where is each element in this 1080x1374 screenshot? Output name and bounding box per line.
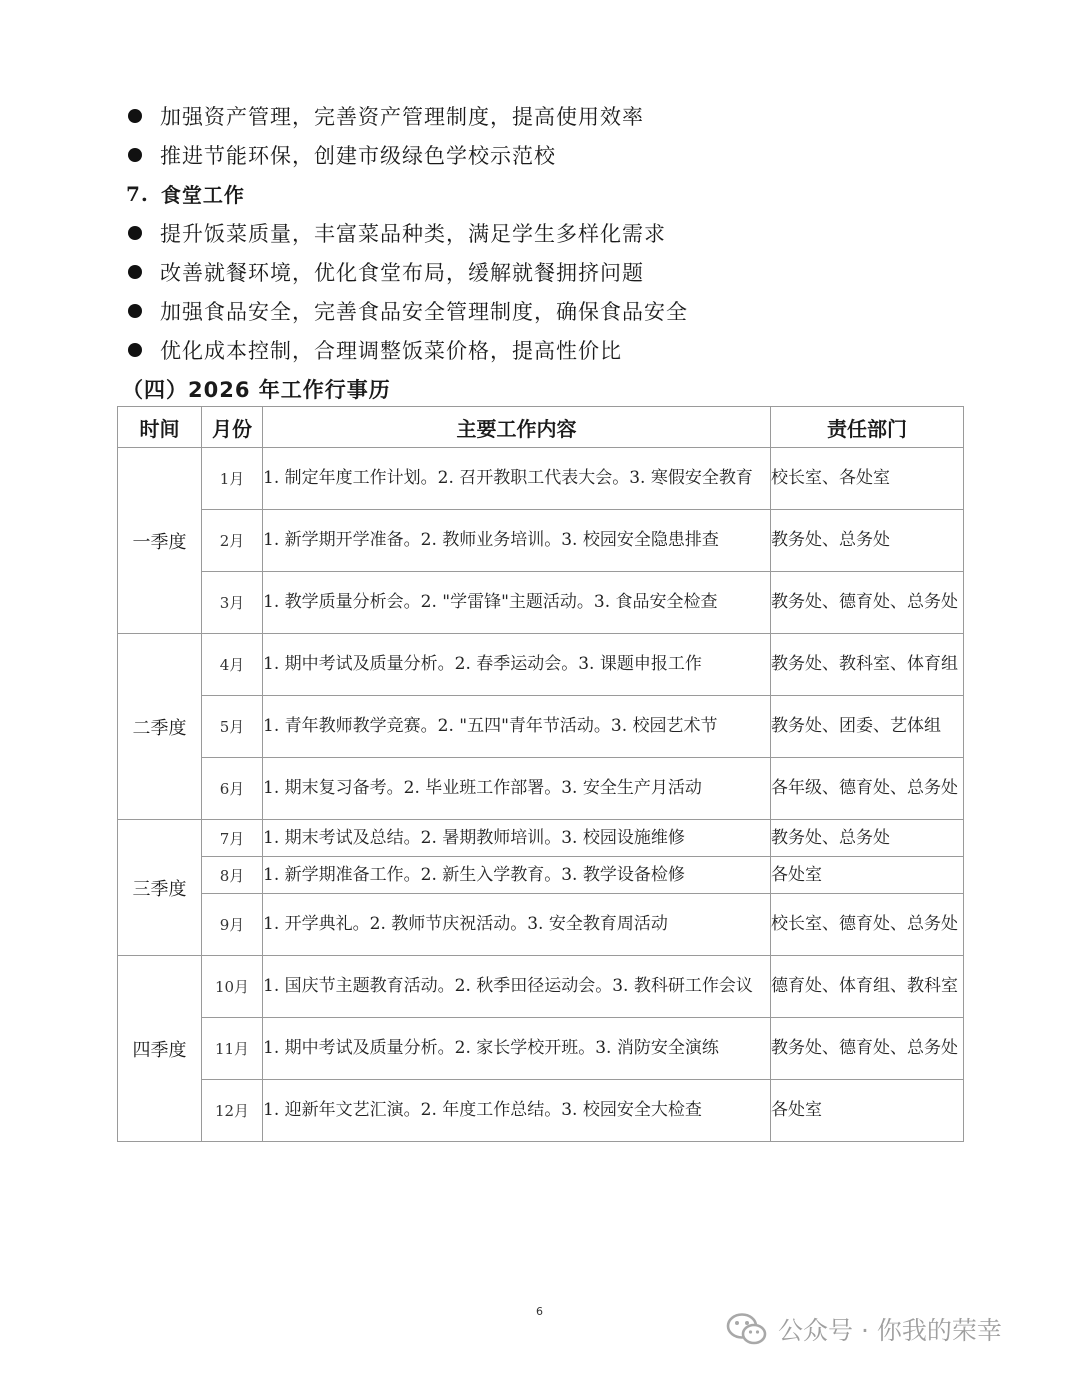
month-cell: 2月 — [202, 510, 263, 572]
quarter-cell: 四季度 — [118, 956, 202, 1142]
bullet-item — [124, 252, 984, 291]
bullet-dot-icon — [128, 265, 142, 279]
table-row — [118, 634, 964, 696]
bullet-item — [124, 330, 984, 369]
bullet-section — [124, 96, 984, 369]
table-row — [118, 894, 964, 956]
dept-cell: 教务处、团委、艺体组 — [771, 696, 964, 758]
table-row — [118, 758, 964, 820]
content-cell: 1. 迎新年文艺汇演。2. 年度工作总结。3. 校园安全大检查 — [263, 1080, 771, 1142]
content-cell: 1. 期中考试及质量分析。2. 春季运动会。3. 课题申报工作 — [263, 634, 771, 696]
content-cell: 1. 期末复习备考。2. 毕业班工作部署。3. 安全生产月活动 — [263, 758, 771, 820]
table-row — [118, 956, 964, 1018]
content-cell: 1. 期末考试及总结。2. 暑期教师培训。3. 校园设施维修 — [263, 820, 771, 857]
content-cell: 1. 制定年度工作计划。2. 召开教职工代表大会。3. 寒假安全教育 — [263, 448, 771, 510]
dept-cell: 校长室、各处室 — [771, 448, 964, 510]
month-cell: 4月 — [202, 634, 263, 696]
calendar-table — [117, 406, 964, 1142]
bullet-text: 改善就餐环境，优化食堂布局，缓解就餐拥挤问题 — [160, 260, 644, 285]
table-row — [118, 510, 964, 572]
dept-cell: 校长室、德育处、总务处 — [771, 894, 964, 956]
wechat-icon — [726, 1312, 768, 1346]
table-row — [118, 696, 964, 758]
page-number: 6 — [536, 1305, 543, 1318]
table-header-row — [118, 407, 964, 448]
dept-cell: 教务处、德育处、总务处 — [771, 1018, 964, 1080]
bullet-dot-icon — [128, 148, 142, 162]
month-cell: 11月 — [202, 1018, 263, 1080]
bullet-text: 提升饭菜质量，丰富菜品种类，满足学生多样化需求 — [160, 221, 666, 246]
content-cell: 1. 青年教师教学竞赛。2. "五四"青年节活动。3. 校园艺术节 — [263, 696, 771, 758]
table-row — [118, 820, 964, 857]
table-row — [118, 857, 964, 894]
quarter-cell: 二季度 — [118, 634, 202, 820]
table-row — [118, 1080, 964, 1142]
section-title: （四）2026 年工作行事历 — [122, 378, 391, 402]
watermark-text: 公众号 · 你我的荣幸 — [778, 1316, 1002, 1345]
content-cell: 1. 教学质量分析会。2. "学雷锋"主题活动。3. 食品安全检查 — [263, 572, 771, 634]
bullet-text: 加强食品安全，完善食品安全管理制度，确保食品安全 — [160, 299, 688, 324]
canteen-heading — [124, 174, 984, 213]
bullet-item — [124, 213, 984, 252]
heading-number: 7. — [126, 181, 149, 206]
dept-cell: 各处室 — [771, 1080, 964, 1142]
dept-cell: 教务处、德育处、总务处 — [771, 572, 964, 634]
header-dept: 责任部门 — [771, 407, 964, 448]
month-cell: 12月 — [202, 1080, 263, 1142]
bullet-dot-icon — [128, 226, 142, 240]
month-cell: 10月 — [202, 956, 263, 1018]
content-cell: 1. 新学期准备工作。2. 新生入学教育。3. 教学设备检修 — [263, 857, 771, 894]
header-content: 主要工作内容 — [263, 407, 771, 448]
month-cell: 8月 — [202, 857, 263, 894]
content-cell: 1. 新学期开学准备。2. 教师业务培训。3. 校园安全隐患排查 — [263, 510, 771, 572]
bullet-dot-icon — [128, 343, 142, 357]
month-cell: 6月 — [202, 758, 263, 820]
content-cell: 1. 开学典礼。2. 教师节庆祝活动。3. 安全教育周活动 — [263, 894, 771, 956]
header-month: 月份 — [202, 407, 263, 448]
month-cell: 3月 — [202, 572, 263, 634]
table-row — [118, 1018, 964, 1080]
bullet-item — [124, 135, 984, 174]
month-cell: 5月 — [202, 696, 263, 758]
dept-cell: 德育处、体育组、教科室 — [771, 956, 964, 1018]
bullet-item — [124, 96, 984, 135]
bullet-dot-icon — [128, 304, 142, 318]
month-cell: 7月 — [202, 820, 263, 857]
quarter-cell: 一季度 — [118, 448, 202, 634]
dept-cell: 教务处、教科室、体育组 — [771, 634, 964, 696]
bullet-text: 优化成本控制，合理调整饭菜价格，提高性价比 — [160, 338, 622, 363]
bullet-text: 推进节能环保，创建市级绿色学校示范校 — [160, 143, 556, 168]
dept-cell: 各处室 — [771, 857, 964, 894]
dept-cell: 教务处、总务处 — [771, 510, 964, 572]
watermark — [726, 1311, 1002, 1347]
bullet-dot-icon — [128, 109, 142, 123]
dept-cell: 各年级、德育处、总务处 — [771, 758, 964, 820]
heading-title: 食堂工作 — [160, 183, 245, 207]
bullet-text: 加强资产管理，完善资产管理制度，提高使用效率 — [160, 104, 644, 129]
month-cell: 9月 — [202, 894, 263, 956]
content-cell: 1. 国庆节主题教育活动。2. 秋季田径运动会。3. 教科研工作会议 — [263, 956, 771, 1018]
bullet-item — [124, 291, 984, 330]
dept-cell: 教务处、总务处 — [771, 820, 964, 857]
table-row — [118, 572, 964, 634]
content-cell: 1. 期中考试及质量分析。2. 家长学校开班。3. 消防安全演练 — [263, 1018, 771, 1080]
header-time: 时间 — [118, 407, 202, 448]
table-row — [118, 448, 964, 510]
month-cell: 1月 — [202, 448, 263, 510]
quarter-cell: 三季度 — [118, 820, 202, 956]
